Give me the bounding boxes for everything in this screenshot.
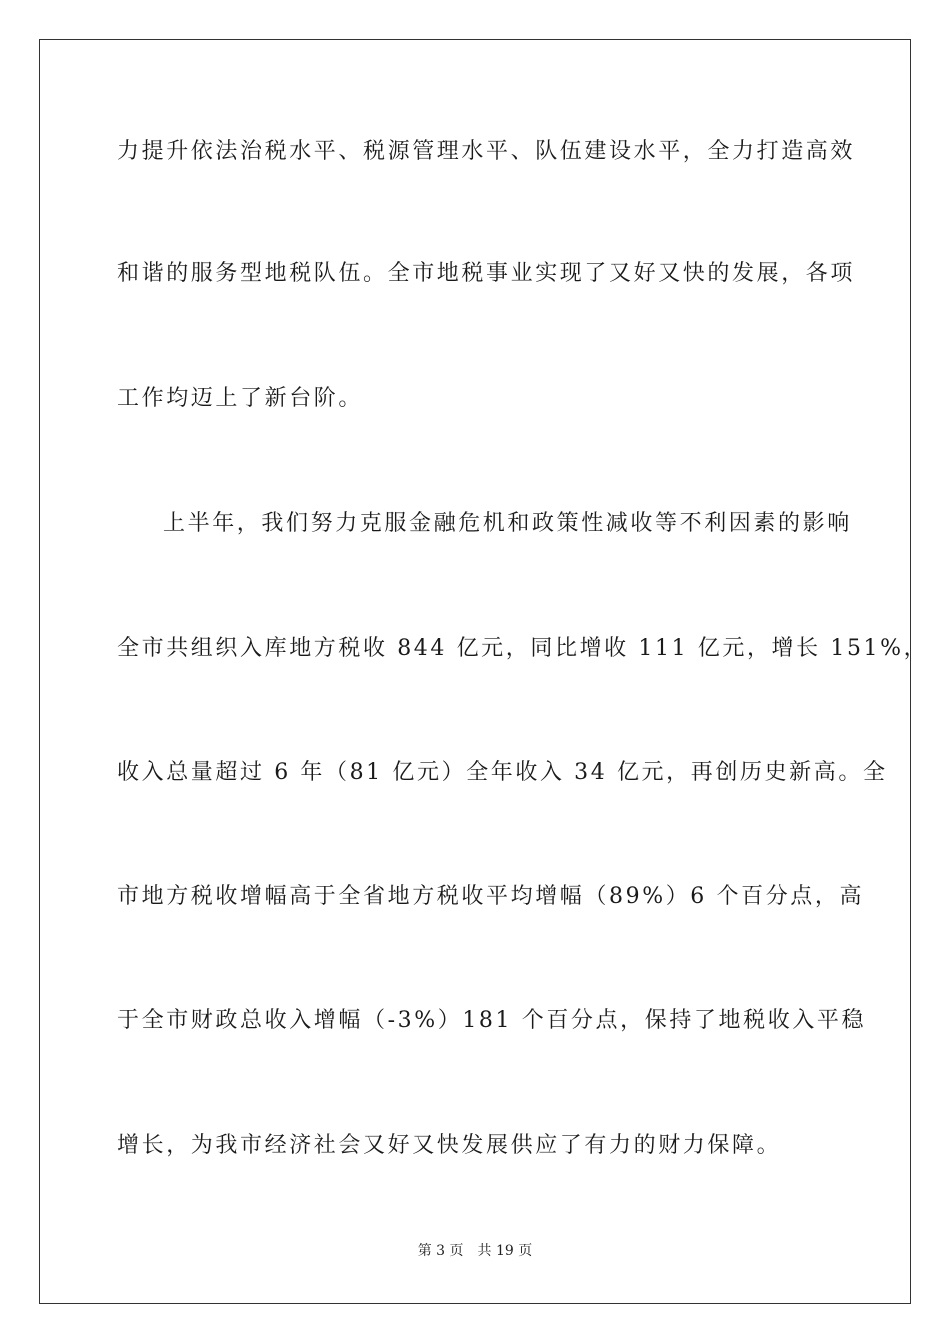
paragraph-line: 全市共组织入库地方税收 844 亿元，同比增收 111 亿元，增长 151%， (117, 636, 929, 661)
page-border (39, 39, 929, 1304)
page-footer (0, 1241, 950, 1261)
paragraph-line: 上半年，我们努力克服金融危机和政策性减收等不利因素的影响 (163, 511, 852, 536)
page-number: 第 3 页 (417, 1243, 464, 1259)
paragraph-line: 于全市财政总收入增幅（-3%）181 个百分点，保持了地税收入平稳 (117, 1008, 867, 1033)
page-total: 共 19 页 (477, 1243, 533, 1259)
paragraph-line: 和谐的服务型地税队伍。全市地税事业实现了又好又快的发展，各项 (117, 261, 856, 286)
paragraph-line: 市地方税收增幅高于全省地方税收平均增幅（89%）6 个百分点，高 (117, 884, 865, 909)
paragraph-line: 工作均迈上了新台阶。 (117, 386, 364, 411)
paragraph-line: 增长，为我市经济社会又好又快发展供应了有力的财力保障。 (117, 1133, 782, 1158)
paragraph-line: 力提升依法治税水平、税源管理水平、队伍建设水平，全力打造高效 (117, 139, 856, 164)
paragraph-line: 收入总量超过 6 年（81 亿元）全年收入 34 亿元，再创历史新高。全 (117, 760, 888, 785)
